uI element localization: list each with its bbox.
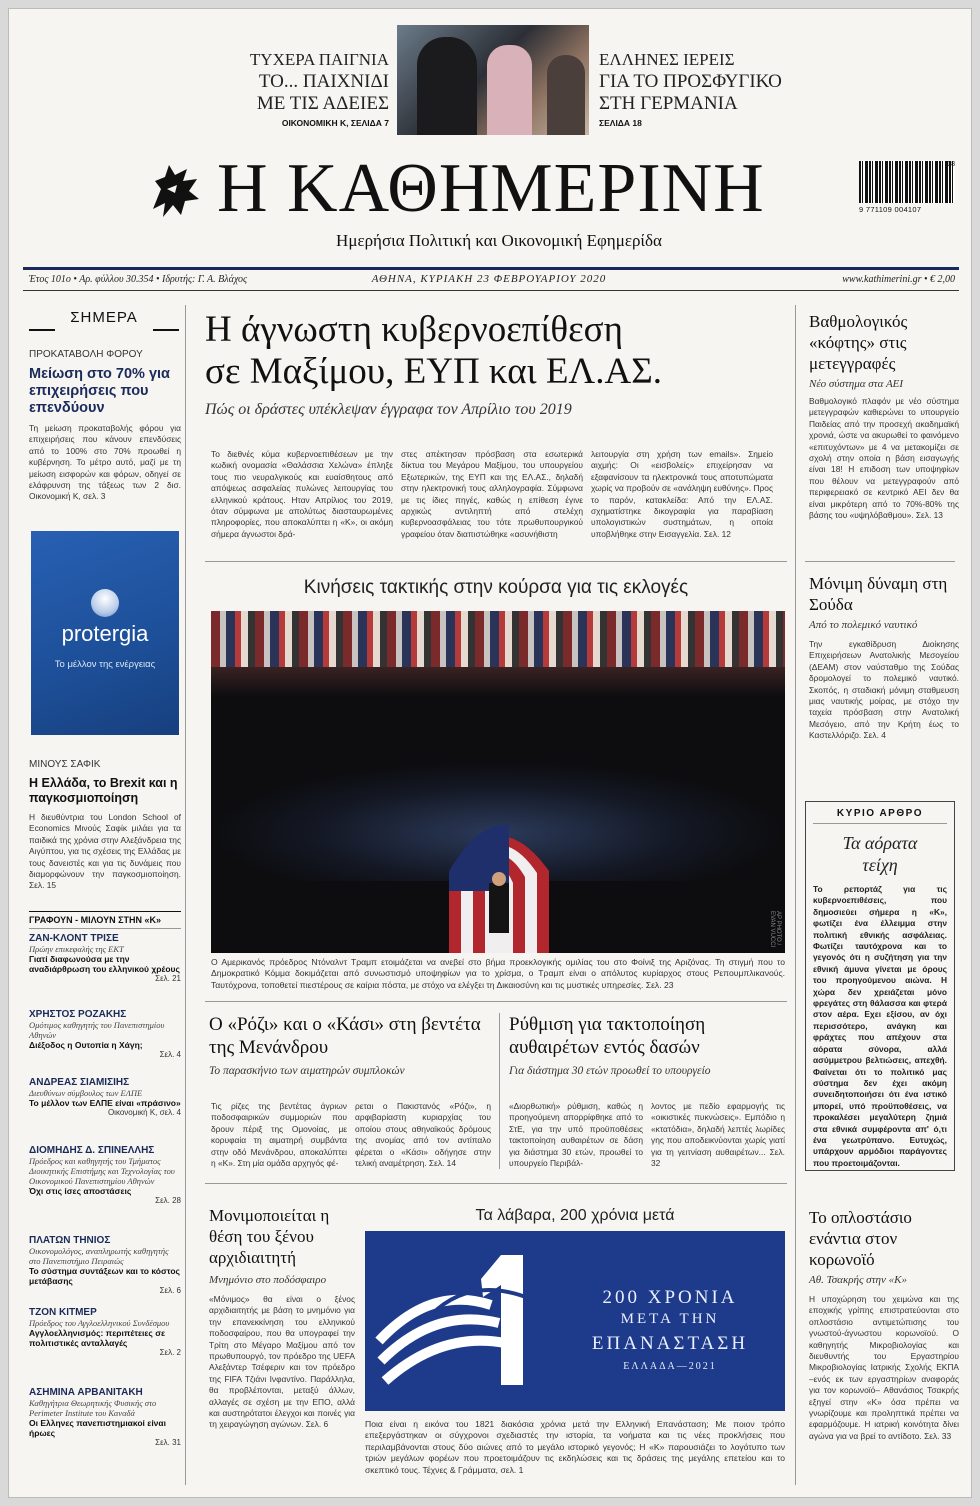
lead-body-col2: στες απέκτησαν πρόσβαση στα εσωτερικά δίκτυα του Μεγάρου Μαξίμου, του υπουργείου Εξωτερικών, της ΕΥΠ και της ΕΛ.ΑΣ., δηλαδή στην ηλεκτρονική τους αλληλογραφία. Σύμφωνα με τις ίδιες πηγές, καθώς η επίθεση έγινε αρχικώς αντιληπτή από στελέχη κυβερνοασφάλειας του τότε πρωθυπουργικού γραφείου όταν διαπιστώθηκε «ασυνήθιστη: [401, 449, 583, 539]
tax-story-label: ΠΡΟΚΑΤΑΒΟΛΗ ΦΟΡΟΥ: [29, 349, 143, 360]
bicentennial-logo-icon: [371, 1245, 561, 1395]
newspaper-front-page: [8, 8, 972, 1498]
right-teaser-line1: ΓΙΑ ΤΟ ΠΡΟΣΦΥΓΙΚΟ: [599, 71, 782, 92]
brexit-story[interactable]: [29, 759, 181, 894]
photo-credit: AP PHOTO / EVAN VUCCI: [769, 911, 781, 948]
writer-role: Πρόεδρος του Αγγλοελληνικού Συνδέσμου: [29, 1318, 170, 1328]
writer-role: Διευθύνων σύμβουλος των ΕΛΠΕ: [29, 1088, 143, 1098]
bicentennial-banner[interactable]: [365, 1231, 785, 1411]
writer-ref: Σελ. 28: [155, 1196, 181, 1205]
left-teaser-line2: ΜΕ ΤΙΣ ΑΔΕΙΕΣ: [256, 93, 389, 114]
shell-logo-icon: [91, 589, 119, 617]
writers-header-label: ΓΡΑΦΟΥΝ - ΜΙΛΟΥΝ ΣΤΗΝ «Κ»: [29, 915, 162, 925]
referee-deck: Μνημόνιο στο ποδόσφαιρο: [209, 1274, 327, 1286]
right-teaser[interactable]: [599, 49, 819, 128]
writer-name: ΖΑΝ-ΚΛΟΝΤ ΤΡΙΣΕ: [29, 933, 119, 944]
writer-item[interactable]: [29, 1145, 181, 1235]
writer-item[interactable]: [29, 1307, 181, 1387]
writer-item[interactable]: [29, 1009, 181, 1077]
rozi-deck: Το παρασκήνιο των αιματηρών συμπλοκών: [209, 1065, 405, 1077]
priests-photo[interactable]: [397, 25, 589, 135]
photo-section-title: Κινήσεις τακτικής στην κούρσα για τις εκλογές: [303, 577, 689, 598]
tax-story-headline: Μείωση στο 70% για επιχειρήσεις που επενδύουν: [29, 366, 170, 416]
grading-story[interactable]: [809, 311, 959, 532]
griffin-logo-icon: [147, 159, 205, 221]
photo-caption: Ο Αμερικανός πρόεδρος Ντόναλντ Τραμπ ετοιμάζεται να ανεβεί στο βήμα προεκλογικής ομιλίας του στο Φοίνιξ της Αριζόνας. Τη στιγμή που το Δημοκρατικό Κόμμα δοκιμάζεται από συνωστισμό υποψηφίων για το χρίσμα, ο Τραμπ είναι ο απόλυτος κυρίαρχος στους Ρεπουμπλικανούς. Ταυτόχρονα, τοποθετεί πιεστέρους σε καίρια πόστα, με στόχο να ελέγξει τη Δικαιοσύνη και τις μυστικές υπηρεσίες. Σελ. 23: [211, 957, 785, 990]
corona-deck: Αθ. Τσακρής στην «Κ»: [809, 1274, 907, 1286]
writer-name: ΧΡΗΣΤΟΣ ΡΟΖΑΚΗΣ: [29, 1009, 127, 1020]
referee-body: «Μόνιμος» θα είναι ο ξένος αρχιδιαιτητής με βάση το μνημόνιο για την επανεκκίνηση του ελληνικού ποδοσφαίρου, που θα υπογραφεί την Τρίτη στο Μέγαρο Μαξίμου από τον πρωθυπουργό, τον πρόεδρο της UEFA Αλεξάντερ Τσέφεριν και τον πρόεδρο της FIFA Τζιάνι Ινφαντίνο. Παράλληλα, θα προβλέπονται, μεταξύ άλλων, αλλαγές σε σχέση με την ΕΠΟ, αλλά και αυστηρότατοι έλεγχοι και ποινές για τη χειραγώγηση αγώνων. Σελ. 6: [209, 1294, 355, 1430]
ad-tagline: Το μέλλον της ενέργειας: [54, 659, 156, 670]
referee-headline: Μονιμοποιείται η θέση του ξένου αρχιδιαιτητή: [209, 1206, 330, 1267]
writer-text: Το σύστημα συντάξεων και το κόστος μετάβασης: [29, 1266, 180, 1286]
forest-headline: Ρύθμιση για τακτοποίηση αυθαιρέτων εντός δασών: [509, 1014, 706, 1058]
banner-line1: 200 ΧΡΟΝΙΑ: [602, 1287, 738, 1308]
right-teaser-kicker: ΕΛΛΗΝΕΣ ΙΕΡΕΙΣ: [599, 50, 735, 69]
masthead-rule: [23, 267, 959, 270]
today-section-header: [29, 309, 179, 326]
brexit-label: ΜΙΝΟΥΣ ΣΑΦΙΚ: [29, 759, 101, 770]
left-col-divider: [185, 305, 186, 1485]
tax-story-body: Τη μείωση προκαταβολής φόρου για επιχειρήσεις που κάνουν επενδύσεις από το 100% στο 70% προωθεί η κυβέρνηση. Το μέτρο αυτό, μαζί με τη μείωση εισφορών και φόρων, οδηγεί σε ελάφρυνση της τάξεως των 2 δισ. Οικονομική Κ, σελ. 3: [29, 423, 181, 502]
lead-headline-line2: σε Μαξίμου, ΕΥΠ και ΕΛ.ΑΣ.: [205, 351, 663, 392]
dateline-rule: [23, 290, 959, 291]
priest-figure: [417, 37, 477, 135]
writer-role: Πρώην επικεφαλής της ΕΚΤ: [29, 944, 124, 954]
writer-item[interactable]: [29, 1387, 181, 1459]
woman-figure: [487, 45, 532, 135]
referee-story[interactable]: [209, 1205, 355, 1464]
writer-ref: Σελ. 21: [155, 974, 181, 983]
barcode: [859, 161, 955, 223]
writer-ref: Σελ. 31: [155, 1438, 181, 1447]
souda-body: Την εγκαθίδρυση Διοίκησης Επιχειρήσεων Ανατολικής Μεσογείου (ΔΕΑΜ) στον ναύσταθμο της Σούδας δρομολογεί το πολεμικό ναυτικό. Σκοπός, η σταδιακή μόνιμη σταθμευση μιας ναυτικής μοίρας, με στόχο την ταχεία πρόσβαση στην Ανατολική Μεσόγειο, από την Κρήτη έως το Καστελλόριζο. Σελ. 4: [809, 639, 959, 741]
writer-text: Αγγλοελληνισμός: περιπέτειες σε πολιτιστικές ανταλλαγές: [29, 1328, 166, 1348]
writer-name: ΠΛΑΤΩΝ ΤΗΝΙΟΣ: [29, 1235, 111, 1246]
brexit-headline: Η Ελλάδα, το Brexit και η παγκοσμιοποίηση: [29, 776, 178, 805]
grading-body: Βαθμολογικό πλαφόν με νέο σύστημα μετεγγραφών καθιερώνει το υπουργείο Παιδείας από την προσεχή ακαδημαϊκή χρονιά, ώστε να ακυρωθεί το φαινόμενο «επιτυχόντων» με 4 να μετακομίζει σε σχολή στην οποία η βάση εισαγωγής είναι 18! Η επιδοση των υποψηφίων που θέλουν να μετεγγραφούν από περιφερειακό σε κεντρικό ΑΕΙ δεν θα είναι μικρότερη από το 70%-80% της βάσης του «υψηλόβαθμου». Σελ. 13: [809, 396, 959, 521]
mid-divider: [499, 1013, 500, 1169]
writers-list: [29, 933, 181, 1459]
writer-item[interactable]: [29, 1235, 181, 1307]
masthead-title: Η ΚΑΘΗΜΕΡΙΝΗ: [217, 150, 765, 227]
rozi-body-col2: ρεται ο Πακιστανός «Ρόζι», η αρφιβαρίαστη κυριαρχίας του οποίου στους αθηναϊκούς δρόμους της ανομίας από τον αντίπαλο φέρεται ο «Κάσι» οδήγησε στην τελική αναμέτρηση. Σελ. 14: [355, 1101, 491, 1169]
protergia-ad[interactable]: [31, 531, 179, 735]
lead-body-col3: λειτουργία στη χρήση των emails». Σημείο αιχμής: Οι «εισβολείς» επιχείρησαν να εξαφανίσουν τα ηλεκτρονικά τους αποτυπώματα χωρίς να προβούν σε «ανάληψη ευθύνης». Προς το παρόν, κατακλείδα: Από την ΕΛ.ΑΣ. σχηματίστηκε δικογραφία για παραβίαση υπολογιστικών συστημάτων, η οποία υποβλήθηκε στην Εισαγγελία. Σελ. 12: [591, 449, 773, 539]
lead-story[interactable]: [205, 309, 795, 419]
writer-text: Διέξοδος η Ουτοπία η Χάγη;: [29, 1040, 143, 1050]
writer-ref: Σελ. 6: [159, 1286, 181, 1295]
editorial-body: Το ρεπορτάζ για τις κυβερνοεπιθέσεις, που δημοσιεύει σήμερα η «Κ», φωτίζει ένα έλλειμμα στην πολιτική εθνικής ασφάλειας. Φωτίζει ταυτόχρονα και το γεγονός ότι η συζήτηση για την εθνική άμυνα γίνεται με όρους του προηγούμενου αιώνα. Η χώρα δεν χρειάζεται μόνο φρεγάτες στη θάλασσα και φτερά στον αέρα. Εχει εξίσου, αν όχι περισσότερο, ανάγκη και φράχτες που απέχουν στα αόρατα σύνορα, αλλά ασύμμετρου βελτιώσεις, απεχθή. Φαίνεται ότι το πολιτικό μας σύστημα δεν έχει ακόμη συνειδητοποιήσει ότι ένα ιστικό μπορεί, υπό προϋποθέσεις, να προκαλέσει μεγαλύτερη ζημιά στα εθνικά συμφέροντα απ' ό,τι ένα γεωτρύπανο. Ευτυχώς, υπάρχουν αρμόδιοι παράγοντες που προετοιμάζονται.: [813, 884, 947, 1168]
person-figure: [547, 55, 585, 135]
forest-story[interactable]: [509, 1013, 789, 1077]
writer-text: Οι Ελληνες πανεπιστημιακοί είναι ήρωες: [29, 1418, 166, 1438]
banner-line4: ΕΛΛΑΔΑ—2021: [623, 1361, 717, 1372]
writer-text: Όχι στις ίσες αποστάσεις: [29, 1186, 132, 1196]
writer-role: Καθηγήτρια Θεωρητικής Φυσικής στο Perimeter Institute του Καναδά: [29, 1398, 157, 1418]
rozi-story[interactable]: [209, 1013, 491, 1077]
writer-role: Ομότιμος καθηγητής του Πανεπιστημίου Αθηνών: [29, 1020, 165, 1040]
grading-deck: Νέο σύστημα στα ΑΕΙ: [809, 378, 904, 390]
barcode-issue: 08: [947, 161, 955, 168]
writer-ref: Σελ. 2: [159, 1348, 181, 1357]
writer-role: Πρόεδρος και καθηγητής του Τμήματος Διοικητικής Επιστήμης και Τεχνολογίας του Οικονομικού Πανεπιστημίου Αθηνών: [29, 1156, 175, 1186]
forest-deck: Για διάστημα 30 ετών προωθεί το υπουργείο: [509, 1065, 711, 1077]
right-divider-1: [805, 561, 955, 562]
banner-title: Τα λάβαρα, 200 χρόνια μετά: [475, 1207, 675, 1224]
writer-name: ΔΙΟΜΗΔΗΣ Δ. ΣΠΙΝΕΛΛΗΣ: [29, 1145, 155, 1156]
brexit-body: Η διευθύντρια του London School of Economics Μινούς Σαφίκ μιλάει για τα παιδικά της χρόνια στην Αλεξάνδρεια της Αιγύπτου, για τις σχέσεις της Ελλάδας με τους δανειστές και για τις δυνάμεις που διαμορφώνουν την παγκοσμιοποίηση. Σελ. 15: [29, 812, 181, 891]
writer-name: ΑΣΗΜΙΝΑ ΑΡΒΑΝΙΤΑΚΗ: [29, 1387, 143, 1398]
rozi-headline: Ο «Ρόζι» και ο «Κάσι» στη βεντέτα της Μενάνδρου: [209, 1014, 481, 1058]
masthead-subtitle: Ημερήσια Πολιτική και Οικονομική Εφημερίδα: [336, 231, 662, 250]
corona-headline: Το οπλοστάσιο ενάντια στον κορωνοϊό: [809, 1208, 912, 1269]
writer-ref: Σελ. 4: [159, 1050, 181, 1059]
crowd-shadow: [211, 667, 785, 697]
tax-story[interactable]: [29, 349, 181, 503]
editorial-box[interactable]: [805, 801, 955, 1171]
dateline-left: Έτος 101ο • Αρ. φύλλου 30.354 • Ιδρυτής: Γ. Α. Βλάχος: [29, 274, 248, 285]
right-teaser-line2: ΣΤΗ ΓΕΡΜΑΝΙΑ: [599, 93, 738, 114]
right-col-divider: [795, 305, 796, 1485]
writer-ref: Οικονομική Κ, σελ. 4: [107, 1108, 181, 1117]
left-teaser[interactable]: [189, 49, 389, 128]
dateline-right: www.kathimerini.gr • € 2,00: [842, 274, 955, 285]
writer-name: ΤΖΟΝ ΚΙΤΜΕΡ: [29, 1307, 97, 1318]
writer-role: Οικονομολόγος, αναπληρωτής καθηγητής στο Πανεπιστήμιο Πειραιώς: [29, 1246, 169, 1266]
left-teaser-ref: ΟΙΚΟΝΟΜΙΚΗ Κ, ΣΕΛΙΔΑ 7: [281, 118, 389, 128]
souda-deck: Από το πολεμικό ναυτικό: [809, 619, 918, 631]
photo-bottom-rule: [205, 1001, 787, 1002]
rozi-body-col1: Τις ρίζες της βεντέτας άγριων ποδοσφαιρικών συμμοριών που δρουν πέριξ της Ομονοίας, με κορυφαία τη αιματηρή συμβάντα στην οδό Μενάνδρου, αποκαλύπτει η «Κ». Στη μία ομάδα αρχηγός φέ-: [211, 1101, 347, 1169]
left-teaser-kicker: ΤΥΧΕΡΑ ΠΑΙΓΝΙΑ: [249, 50, 389, 69]
corona-story[interactable]: [809, 1207, 959, 1466]
lead-headline-line1: Η άγνωστη κυβερνοεπίθεση: [205, 309, 623, 350]
right-teaser-ref: ΣΕΛΙΔΑ 18: [599, 118, 642, 128]
left-teaser-line1: ΤΟ... ΠΑΙΧΝΙΔΙ: [258, 71, 389, 92]
souda-story[interactable]: [809, 573, 959, 743]
corona-body: Η υποχώρηση του χειμώνα και της εποχικής γρίπης επιστρατεύονται στο οπλοστάσιο αντιμετώπισης του γνωστού-άγνωστου κορωνοϊού. Ο καθηγητής Μικροβιολογίας και διευθυντής του Εργαστηρίου Μικροβιολογίας Ιατρικής Σχολής ΕΚΠΑ –ενός εκ των εργαστηρίων αναφοράς για τον κορωνοϊό– Αθανάσιος Τσακρής εξηγεί στην «Κ» όσα πρέπει να γνωρίζουμε και προληπτικά πρέπει να εφαρμόζουμε. Η ιατρική κοινότητα δίνει αγώνα για να βρεί το αντίδοτο. Σελ. 33: [809, 1294, 959, 1441]
banner-line3: ΕΠΑΝΑΣΤΑΣΗ: [591, 1333, 749, 1354]
writer-name: ΑΝΔΡΕΑΣ ΣΙΑΜΙΣΙΗΣ: [29, 1077, 130, 1088]
forest-body-col2: λοντος με πεδίο εφαρμογής τις «οικιστικές πυκνώσεις». Εμπόδιο η «κτατόδια», δηλαδή λεπτές λωρίδες γης που αποδεικνύονται χωρίς γιατί για τη γειτνίαση αυθαιρέτων... Σελ. 32: [651, 1101, 785, 1169]
banner-line2: ΜΕΤΑ ΤΗΝ: [620, 1311, 720, 1327]
dateline-center: ΑΘΗΝΑ, ΚΥΡΙΑΚΗ 23 ΦΕΒΡΟΥΑΡΙΟΥ 2020: [371, 273, 607, 285]
writer-text: Το μέλλον των ΕΛΠΕ είναι «πράσινο»: [29, 1098, 181, 1108]
photo-top-rule: [205, 561, 787, 562]
writer-item[interactable]: [29, 1077, 181, 1145]
lead-body-col1: Το διεθνές κύμα κυβερνοεπιθέσεων με την κωδική ονομασία «Θαλάσσια Χελώνα» έπληξε τους πιο νευραλγικούς και ευαίσθητους από απόψεως ασφαλείας πυλώνες λειτουργίας του ελληνικού κράτους. Ηταν Απρίλιος του 2019, όταν σύμφωνα με απολύτως διασταυρωμένες πληροφορίες, που αποκαλύπτει η «Κ», οι ακόμη σήμερα άγνωστοι δρά-: [211, 449, 393, 539]
souda-headline: Μόνιμη δύναμη στη Σούδα: [809, 574, 948, 614]
banner-caption: Ποια είναι η εικόνα του 1821 διακόσια χρόνια μετά την Ελληνική Επανάσταση; Με ποιον τρόπο επεξεργάστηκαν οι σύγχρονοι σχεδιαστές την ιστορία, τα νοήματα και τις νέες προκλήσεις που περιλαμβάνονται στους δύο αιώνες από το μεγάλο ιστορικό γεγονός; Η «Κ» παρουσιάζει το λογότυπο των τριών μεγάλων φορέων που προετοιμάζουν τις εκδηλώσεις και τις δράσεις της μεγάλης επετείου και το σκεπτικό τους. Τέχνες & Γράμματα, σελ. 1: [365, 1419, 785, 1475]
barcode-bars: [859, 161, 955, 203]
writer-text: Γιατί διαφωνούσα με την αναδιάρθρωση του ελληνικού χρέους: [29, 954, 180, 974]
grading-headline: Βαθμολογικός «κόφτης» στις μετεγγραφές: [809, 312, 908, 373]
bottom-top-rule: [205, 1183, 787, 1184]
lead-deck: Πώς οι δράστες υπέκλεψαν έγγραφα τον Απρίλιο του 2019: [205, 401, 572, 418]
forest-body-col1: «Διορθωτική» ρύθμιση, καθώς η προηγούμενη απορρίφθηκε από το ΣτΕ, για την υπό προϋποθέσεις τακτοποίηση αυθαιρέτων σε δάση για διάστημα 30 ετών, προωθεί το υπουργείο Περιβάλ-: [509, 1101, 643, 1169]
editorial-label: ΚΥΡΙΟ ΑΡΘΡΟ: [813, 808, 947, 824]
us-flag-arch-icon: [439, 811, 559, 953]
today-label: ΣΗΜΕΡΑ: [70, 309, 138, 326]
ad-brand: protergia: [61, 621, 149, 646]
barcode-number: 9 771109 004107: [859, 205, 922, 214]
trump-rally-photo[interactable]: [211, 611, 785, 953]
editorial-title: Τα αόρατα τείχη: [842, 833, 918, 875]
writer-item[interactable]: [29, 933, 181, 1009]
writers-header: [29, 911, 181, 929]
